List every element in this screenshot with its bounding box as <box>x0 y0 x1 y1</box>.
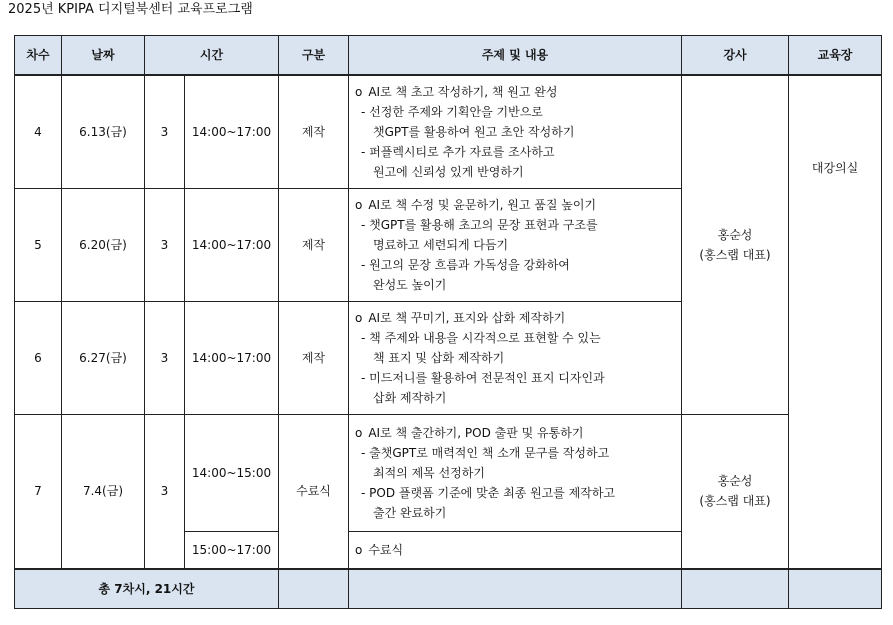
header-lecturer: 강사 <box>682 36 789 76</box>
header-date: 날짜 <box>62 36 145 76</box>
topic-title: o AI로 책 꾸미기, 표지와 삽화 제작하기 <box>355 308 675 328</box>
session-cell: 4 <box>15 75 62 188</box>
topic-detail-cont: 완성도 높이기 <box>373 277 447 292</box>
header-topic: 주제 및 내용 <box>349 36 682 76</box>
header-category: 구분 <box>279 36 349 76</box>
topic-detail-cont: 최적의 제목 선정하기 <box>373 465 485 480</box>
lecturer-cell <box>682 75 789 414</box>
empty-cell <box>789 569 882 609</box>
time-cell: 15:00~17:00 <box>185 531 279 569</box>
hours-cell: 3 <box>145 188 185 301</box>
topic-detail: - POD 플랫폼 기준에 맞춘 최종 원고를 제작하고 <box>355 483 675 503</box>
total-cell: 총 7차시, 21시간 <box>15 569 279 609</box>
time-cell: 14:00~17:00 <box>185 75 279 188</box>
header-time: 시간 <box>145 36 279 76</box>
session-cell: 5 <box>15 188 62 301</box>
topic-title: o 수료식 <box>355 540 675 560</box>
hours-cell: 3 <box>145 301 185 414</box>
date-cell: 6.27(금) <box>62 301 145 414</box>
topic-detail: - 미드저니를 활용하여 전문적인 표지 디자인과 <box>355 368 675 388</box>
lecturer-name: 홍순성 <box>717 474 753 489</box>
table-row <box>15 75 882 188</box>
topic-detail-cont: 원고에 신뢰성 있게 반영하기 <box>373 164 524 179</box>
topic-cell <box>349 301 682 414</box>
topic-cell <box>349 414 682 531</box>
lecturer-name: 홍순성 <box>717 227 753 242</box>
session-cell: 6 <box>15 301 62 414</box>
venue-cell: 대강의실 <box>789 75 882 569</box>
total-row <box>15 569 882 609</box>
hours-cell: 3 <box>145 414 185 569</box>
empty-cell <box>349 569 682 609</box>
hours-cell: 3 <box>145 75 185 188</box>
topic-title: o AI로 책 출간하기, POD 출판 및 유통하기 <box>355 423 675 443</box>
category-cell: 수료식 <box>279 414 349 569</box>
topic-detail: - 출챗GPT로 매력적인 책 소개 문구를 작성하고 <box>355 443 675 463</box>
lecturer-cell <box>682 414 789 569</box>
topic-detail-cont: 명료하고 세련되게 다듬기 <box>373 237 509 252</box>
topic-title: o AI로 책 초고 작성하기, 책 원고 완성 <box>355 82 675 102</box>
empty-cell <box>682 569 789 609</box>
topic-detail: - 퍼플렉시티로 추가 자료를 조사하고 <box>355 142 675 162</box>
date-cell: 6.20(금) <box>62 188 145 301</box>
category-cell: 제작 <box>279 75 349 188</box>
topic-cell <box>349 531 682 569</box>
time-cell: 14:00~17:00 <box>185 188 279 301</box>
header-venue: 교육장 <box>789 36 882 76</box>
category-cell: 제작 <box>279 301 349 414</box>
time-cell: 14:00~15:00 <box>185 414 279 531</box>
header-row <box>15 36 882 76</box>
topic-detail: - 선정한 주제와 기획안을 기반으로 <box>355 102 675 122</box>
date-cell: 6.13(금) <box>62 75 145 188</box>
topic-detail-cont: 출간 완료하기 <box>373 505 447 520</box>
table-row <box>15 414 882 531</box>
topic-cell <box>349 75 682 188</box>
time-cell: 14:00~17:00 <box>185 301 279 414</box>
page-title: 2025년 KPIPA 디지털북센터 교육프로그램 <box>8 2 253 17</box>
topic-detail-cont: 삽화 제작하기 <box>373 390 447 405</box>
header-session: 차수 <box>15 36 62 76</box>
date-cell: 7.4(금) <box>62 414 145 569</box>
category-cell: 제작 <box>279 188 349 301</box>
lecturer-role: (홍스랩 대표) <box>699 494 771 509</box>
topic-cell <box>349 188 682 301</box>
schedule-table <box>14 35 882 609</box>
session-cell: 7 <box>15 414 62 569</box>
topic-title: o AI로 책 수정 및 윤문하기, 원고 품질 높이기 <box>355 195 675 215</box>
topic-detail: - 챗GPT를 활용해 초고의 문장 표현과 구조를 <box>355 215 675 235</box>
topic-detail-cont: 챗GPT를 활용하여 원고 초안 작성하기 <box>373 124 575 139</box>
empty-cell <box>279 569 349 609</box>
topic-detail: - 원고의 문장 흐름과 가독성을 강화하여 <box>355 255 675 275</box>
topic-detail: - 책 주제와 내용을 시각적으로 표현할 수 있는 <box>355 328 675 348</box>
lecturer-role: (홍스랩 대표) <box>699 247 771 262</box>
topic-detail-cont: 책 표지 및 삽화 제작하기 <box>373 350 505 365</box>
